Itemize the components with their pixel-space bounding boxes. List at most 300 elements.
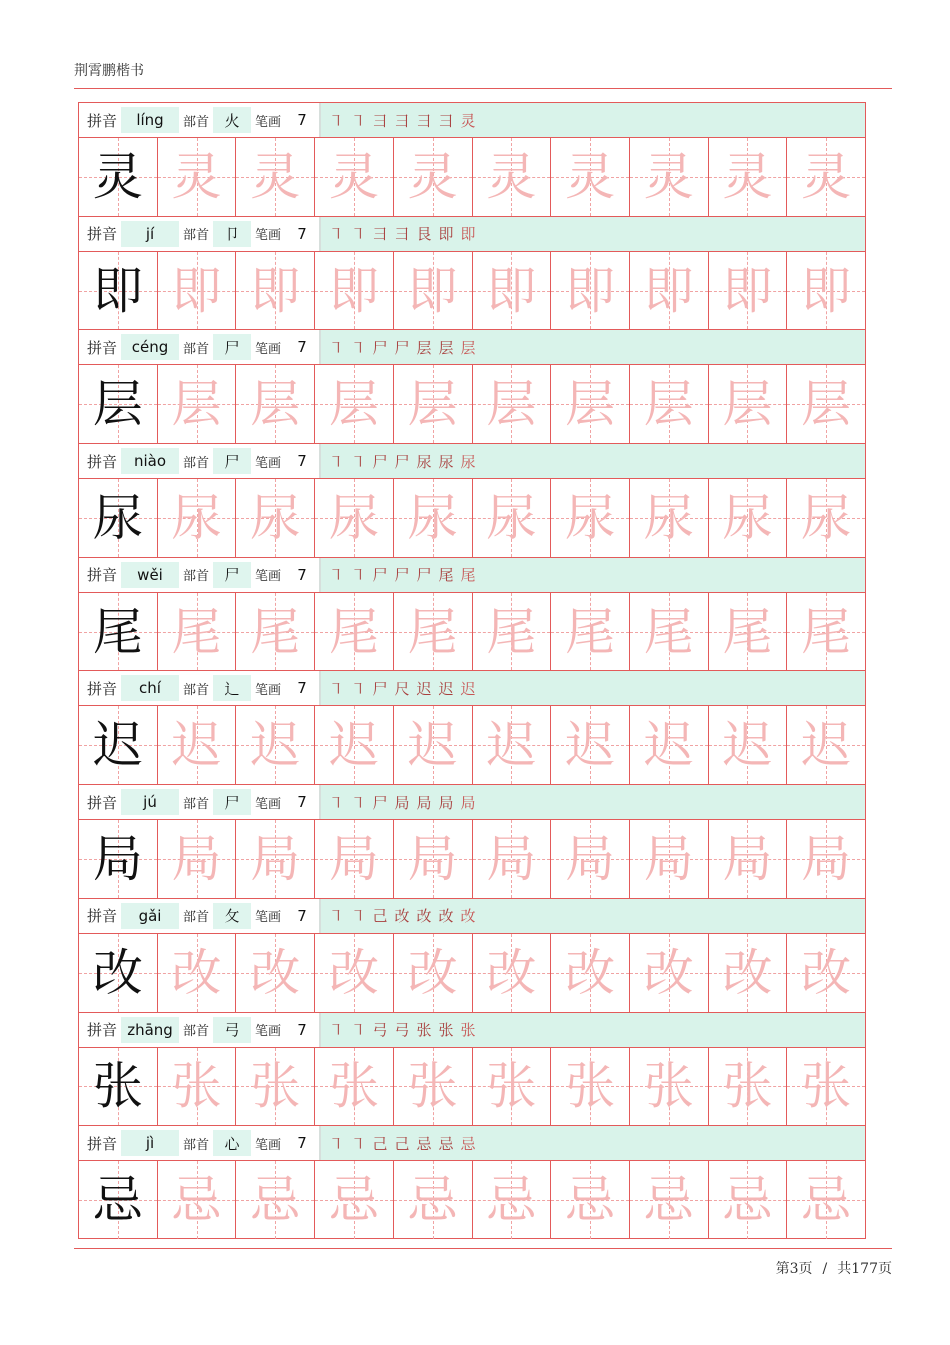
trace-character: 尿	[328, 488, 379, 547]
trace-character: 迟	[801, 716, 852, 775]
stroke-order-step: 忌	[460, 1134, 476, 1153]
model-character: 尿	[92, 488, 143, 547]
trace-cell	[708, 820, 787, 898]
radical-label: 部首	[183, 569, 210, 585]
trace-cell	[786, 1048, 865, 1126]
trace-cell	[314, 479, 393, 557]
stroke-order-step: 即	[460, 225, 476, 244]
trace-character: 尾	[171, 602, 222, 661]
trace-cell	[550, 1048, 629, 1126]
character-block	[79, 443, 865, 557]
stroke-order-step: 改	[438, 907, 454, 926]
trace-cell	[235, 138, 314, 216]
model-character: 层	[92, 375, 143, 434]
radical-label: 部首	[183, 1024, 210, 1039]
stroke-order-step: 局	[416, 793, 432, 812]
writing-grid-row	[79, 1161, 865, 1239]
radical-value: 火	[213, 107, 251, 133]
trace-cell	[235, 1048, 314, 1126]
radical-value: 心	[213, 1130, 251, 1156]
trace-character: 局	[250, 829, 301, 888]
trace-character: 张	[328, 1057, 379, 1116]
stroke-order-step: 即	[438, 225, 454, 244]
model-character: 改	[92, 943, 143, 1002]
stroke-order-step: ㇕	[328, 338, 344, 357]
model-cell	[79, 1161, 157, 1239]
trace-cell	[708, 1161, 787, 1239]
trace-character: 尿	[643, 488, 694, 547]
page-number: 第3页	[775, 1261, 813, 1277]
stroke-order-step: ㇕	[328, 907, 344, 926]
trace-character: 尾	[486, 602, 537, 661]
trace-cell	[393, 365, 472, 443]
stroke-order-step: 尸	[394, 338, 410, 357]
trace-character: 层	[407, 375, 458, 434]
trace-cell	[708, 252, 787, 330]
writing-grid-row	[79, 934, 865, 1012]
stroke-order-step: ⺕	[372, 225, 388, 244]
header-divider	[74, 88, 892, 89]
stroke-order-step: 忌	[416, 1134, 432, 1153]
stroke-order-step: ㇕	[350, 566, 366, 585]
stroke-order-step: 己	[394, 1134, 410, 1153]
model-cell	[79, 820, 157, 898]
trace-character: 灵	[328, 147, 379, 206]
trace-character: 改	[801, 943, 852, 1002]
trace-character: 张	[801, 1057, 852, 1116]
model-cell	[79, 1048, 157, 1126]
radical-label: 部首	[183, 796, 210, 812]
trace-character: 局	[328, 829, 379, 888]
character-info-bar	[79, 670, 865, 706]
character-block	[79, 102, 865, 216]
character-block	[79, 784, 865, 898]
stroke-count-label: 笔画	[255, 341, 282, 357]
trace-cell	[314, 820, 393, 898]
trace-character: 局	[486, 829, 537, 888]
stroke-order-sequence	[319, 899, 865, 933]
trace-cell	[157, 593, 236, 671]
pinyin-value: jú	[121, 789, 179, 815]
trace-cell	[157, 365, 236, 443]
radical-value: 卩	[213, 221, 251, 247]
trace-character: 层	[565, 375, 616, 434]
stroke-order-step: 层	[416, 338, 432, 357]
model-character: 忌	[92, 1171, 143, 1230]
stroke-order-step: 尿	[438, 452, 454, 471]
trace-cell	[629, 252, 708, 330]
pinyin-label: 拼音	[87, 111, 118, 130]
trace-cell	[550, 593, 629, 671]
trace-character: 改	[722, 943, 773, 1002]
stroke-count-label: 笔画	[255, 682, 282, 698]
trace-character: 忌	[801, 1171, 852, 1230]
writing-grid-row	[79, 365, 865, 443]
pinyin-label: 拼音	[87, 1021, 118, 1039]
trace-character: 尿	[171, 488, 222, 547]
trace-character: 尿	[565, 488, 616, 547]
document-title: 荆霄鹏楷书	[74, 63, 144, 79]
character-info-bar	[79, 443, 865, 479]
trace-character: 张	[643, 1057, 694, 1116]
trace-cell	[314, 593, 393, 671]
trace-cell	[786, 365, 865, 443]
trace-character: 张	[722, 1057, 773, 1116]
trace-character: 尿	[486, 488, 537, 547]
stroke-order-step: 迟	[460, 679, 476, 698]
stroke-order-step: 己	[372, 1134, 388, 1153]
trace-cell	[472, 820, 551, 898]
model-character: 灵	[92, 147, 143, 206]
trace-character: 尾	[643, 602, 694, 661]
stroke-order-step: 尸	[372, 793, 388, 812]
pinyin-label: 拼音	[87, 679, 118, 698]
stroke-count-label: 笔画	[255, 455, 282, 471]
stroke-count-value: 7	[285, 903, 319, 929]
character-info-bar	[79, 784, 865, 820]
writing-grid-row	[79, 1048, 865, 1126]
trace-cell	[393, 138, 472, 216]
trace-cell	[550, 934, 629, 1012]
trace-cell	[393, 820, 472, 898]
stroke-order-step: ㇕	[328, 566, 344, 585]
trace-cell	[157, 1048, 236, 1126]
model-character: 迟	[92, 716, 143, 775]
trace-cell	[157, 820, 236, 898]
trace-character: 灵	[565, 147, 616, 206]
trace-cell	[235, 934, 314, 1012]
stroke-count-value: 7	[285, 789, 319, 815]
radical-label: 部首	[183, 455, 210, 471]
trace-cell	[393, 252, 472, 330]
stroke-count-value: 7	[285, 221, 319, 247]
trace-cell	[235, 252, 314, 330]
trace-cell	[235, 820, 314, 898]
trace-cell	[314, 1161, 393, 1239]
character-info-bar	[79, 216, 865, 252]
trace-character: 尾	[565, 602, 616, 661]
pinyin-value: wěi	[121, 562, 179, 588]
stroke-order-step: ㇕	[350, 452, 366, 471]
stroke-count-value: 7	[285, 334, 319, 360]
character-info-bar	[79, 102, 865, 138]
pinyin-value: zhāng	[121, 1017, 179, 1043]
stroke-order-step: 弓	[372, 1021, 388, 1039]
trace-character: 即	[171, 261, 222, 320]
stroke-order-step: 迟	[416, 679, 432, 698]
writing-grid-row	[79, 706, 865, 784]
trace-cell	[786, 593, 865, 671]
trace-cell	[708, 934, 787, 1012]
trace-character: 张	[407, 1057, 458, 1116]
pinyin-value: líng	[121, 107, 179, 133]
stroke-count-label: 笔画	[255, 796, 282, 812]
trace-cell	[708, 706, 787, 784]
trace-cell	[786, 252, 865, 330]
trace-cell	[393, 706, 472, 784]
trace-cell	[472, 706, 551, 784]
stroke-order-step: 尿	[416, 452, 432, 471]
stroke-order-step: 尸	[372, 452, 388, 471]
trace-character: 忌	[565, 1171, 616, 1230]
stroke-order-step: ㇕	[350, 111, 366, 130]
stroke-order-step: 局	[438, 793, 454, 812]
character-block	[79, 216, 865, 330]
trace-character: 局	[171, 829, 222, 888]
trace-character: 层	[801, 375, 852, 434]
stroke-order-step: ⺕	[438, 111, 454, 130]
stroke-order-step: 张	[416, 1021, 432, 1039]
stroke-order-sequence	[319, 671, 865, 705]
pinyin-value: chí	[121, 675, 179, 701]
trace-character: 尾	[407, 602, 458, 661]
stroke-order-sequence	[319, 444, 865, 478]
trace-cell	[550, 479, 629, 557]
stroke-count-value: 7	[285, 1017, 319, 1043]
trace-character: 层	[486, 375, 537, 434]
trace-character: 改	[407, 943, 458, 1002]
trace-cell	[550, 365, 629, 443]
trace-character: 张	[486, 1057, 537, 1116]
practice-sheet	[78, 102, 866, 1239]
trace-cell	[708, 593, 787, 671]
trace-cell	[472, 365, 551, 443]
stroke-order-step: ⺕	[416, 111, 432, 130]
stroke-order-sequence	[319, 1013, 865, 1047]
trace-cell	[235, 593, 314, 671]
stroke-order-step: ㇕	[328, 111, 344, 130]
stroke-order-step: ㇕	[328, 1021, 344, 1039]
radical-label: 部首	[183, 910, 210, 926]
character-block	[79, 1012, 865, 1126]
trace-cell	[157, 706, 236, 784]
trace-cell	[629, 593, 708, 671]
character-block	[79, 557, 865, 671]
trace-cell	[708, 365, 787, 443]
writing-grid-row	[79, 479, 865, 557]
stroke-order-step: ㇕	[350, 793, 366, 812]
stroke-count-label: 笔画	[255, 228, 282, 244]
stroke-order-step: 尾	[438, 566, 454, 585]
model-cell	[79, 706, 157, 784]
trace-cell	[235, 1161, 314, 1239]
stroke-order-step: 尺	[394, 679, 410, 698]
stroke-order-step: 张	[460, 1021, 476, 1039]
stroke-order-step: 尸	[372, 566, 388, 585]
stroke-order-sequence	[319, 558, 865, 592]
stroke-order-step: ㇕	[328, 452, 344, 471]
model-cell	[79, 138, 157, 216]
trace-cell	[629, 365, 708, 443]
stroke-order-step: ㇕	[328, 679, 344, 698]
trace-character: 尾	[801, 602, 852, 661]
footer-divider	[74, 1248, 892, 1249]
stroke-order-step: ㇕	[328, 1134, 344, 1153]
trace-cell	[786, 934, 865, 1012]
character-info-bar	[79, 898, 865, 934]
trace-cell	[472, 1161, 551, 1239]
trace-character: 迟	[250, 716, 301, 775]
trace-cell	[157, 138, 236, 216]
trace-character: 尿	[250, 488, 301, 547]
trace-cell	[393, 593, 472, 671]
stroke-order-step: ㇕	[350, 1021, 366, 1039]
trace-cell	[550, 138, 629, 216]
trace-cell	[629, 1161, 708, 1239]
trace-character: 局	[643, 829, 694, 888]
radical-label: 部首	[183, 228, 210, 244]
model-character: 即	[92, 261, 143, 320]
radical-value: 尸	[213, 789, 251, 815]
radical-value: 弓	[213, 1017, 251, 1043]
trace-cell	[314, 138, 393, 216]
trace-character: 即	[565, 261, 616, 320]
stroke-order-step: 尿	[460, 452, 476, 471]
model-cell	[79, 479, 157, 557]
trace-character: 层	[643, 375, 694, 434]
model-cell	[79, 252, 157, 330]
trace-cell	[472, 934, 551, 1012]
trace-cell	[314, 1048, 393, 1126]
pinyin-value: jì	[121, 1130, 179, 1156]
radical-label: 部首	[183, 1137, 210, 1153]
trace-cell	[157, 1161, 236, 1239]
trace-cell	[629, 934, 708, 1012]
trace-character: 迟	[486, 716, 537, 775]
stroke-count-value: 7	[285, 107, 319, 133]
pinyin-label: 拼音	[87, 452, 118, 471]
trace-character: 改	[565, 943, 616, 1002]
trace-cell	[235, 365, 314, 443]
trace-cell	[472, 252, 551, 330]
stroke-order-step: 灵	[460, 111, 476, 130]
trace-character: 即	[486, 261, 537, 320]
trace-cell	[550, 1161, 629, 1239]
stroke-order-step: ⺕	[394, 111, 410, 130]
stroke-order-step: 忌	[438, 1134, 454, 1153]
trace-cell	[472, 593, 551, 671]
stroke-order-step: 尸	[394, 566, 410, 585]
trace-cell	[393, 479, 472, 557]
trace-cell	[550, 706, 629, 784]
radical-label: 部首	[183, 114, 210, 130]
radical-value: 尸	[213, 562, 251, 588]
trace-cell	[786, 706, 865, 784]
trace-character: 灵	[801, 147, 852, 206]
page-separator: /	[822, 1261, 828, 1277]
stroke-order-step: 改	[394, 907, 410, 926]
stroke-count-value: 7	[285, 675, 319, 701]
radical-label: 部首	[183, 682, 210, 698]
trace-character: 改	[250, 943, 301, 1002]
radical-value: 尸	[213, 448, 251, 474]
stroke-order-step: 改	[416, 907, 432, 926]
trace-character: 灵	[171, 147, 222, 206]
character-block	[79, 898, 865, 1012]
character-block	[79, 670, 865, 784]
trace-character: 忌	[407, 1171, 458, 1230]
trace-cell	[629, 479, 708, 557]
trace-character: 即	[250, 261, 301, 320]
stroke-order-step: ㇕	[328, 225, 344, 244]
trace-cell	[157, 934, 236, 1012]
trace-cell	[708, 138, 787, 216]
trace-cell	[629, 138, 708, 216]
trace-cell	[314, 706, 393, 784]
trace-character: 迟	[407, 716, 458, 775]
trace-cell	[472, 1048, 551, 1126]
trace-cell	[550, 820, 629, 898]
stroke-count-label: 笔画	[255, 1137, 282, 1153]
stroke-order-step: 层	[438, 338, 454, 357]
stroke-order-step: ㇕	[350, 1134, 366, 1153]
trace-character: 尾	[328, 602, 379, 661]
trace-character: 改	[328, 943, 379, 1002]
trace-character: 局	[722, 829, 773, 888]
stroke-order-step: ㇕	[350, 338, 366, 357]
writing-grid-row	[79, 252, 865, 330]
character-info-bar	[79, 1012, 865, 1048]
trace-character: 忌	[171, 1171, 222, 1230]
pinyin-value: jí	[121, 221, 179, 247]
stroke-order-sequence	[319, 785, 865, 819]
trace-character: 即	[407, 261, 458, 320]
character-info-bar	[79, 557, 865, 593]
trace-character: 迟	[722, 716, 773, 775]
stroke-count-label: 笔画	[255, 114, 282, 130]
trace-character: 局	[407, 829, 458, 888]
trace-character: 即	[722, 261, 773, 320]
stroke-count-label: 笔画	[255, 569, 282, 585]
trace-character: 改	[171, 943, 222, 1002]
stroke-order-step: ㇕	[350, 679, 366, 698]
stroke-order-step: 局	[394, 793, 410, 812]
radical-value: 辶	[213, 675, 251, 701]
trace-character: 灵	[407, 147, 458, 206]
trace-character: 灵	[643, 147, 694, 206]
model-character: 张	[92, 1057, 143, 1116]
trace-cell	[708, 1048, 787, 1126]
writing-grid-row	[79, 820, 865, 898]
trace-character: 张	[171, 1057, 222, 1116]
trace-cell	[157, 252, 236, 330]
stroke-count-value: 7	[285, 1130, 319, 1156]
trace-cell	[550, 252, 629, 330]
radical-value: 攵	[213, 903, 251, 929]
stroke-order-step: 尸	[394, 452, 410, 471]
stroke-order-step: ⺕	[394, 225, 410, 244]
stroke-order-step: ⺕	[372, 111, 388, 130]
stroke-count-label: 笔画	[255, 910, 282, 926]
trace-cell	[786, 820, 865, 898]
stroke-order-step: ㇕	[350, 225, 366, 244]
trace-character: 尿	[722, 488, 773, 547]
trace-cell	[629, 706, 708, 784]
stroke-order-step: 迟	[438, 679, 454, 698]
model-cell	[79, 593, 157, 671]
stroke-count-label: 笔画	[255, 1024, 282, 1039]
writing-grid-row	[79, 138, 865, 216]
trace-cell	[629, 1048, 708, 1126]
stroke-order-sequence	[319, 1126, 865, 1160]
trace-character: 迟	[643, 716, 694, 775]
pinyin-label: 拼音	[87, 793, 118, 812]
model-cell	[79, 934, 157, 1012]
trace-character: 局	[565, 829, 616, 888]
pinyin-label: 拼音	[87, 566, 118, 585]
trace-cell	[314, 365, 393, 443]
trace-character: 局	[801, 829, 852, 888]
